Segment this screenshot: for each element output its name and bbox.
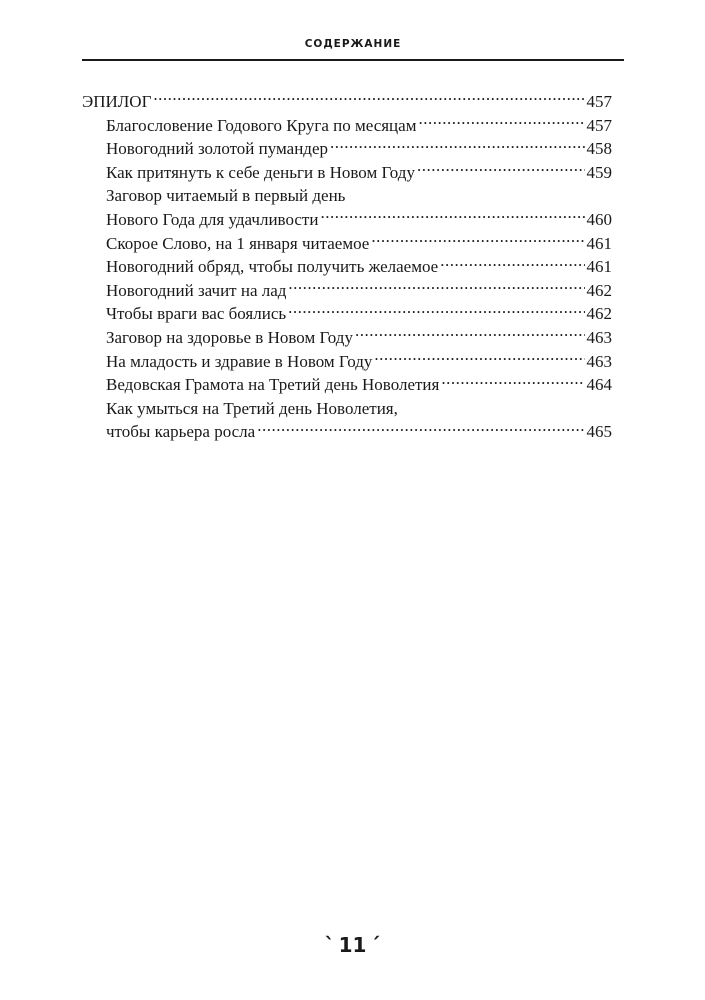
- toc-entry[interactable]: [82, 137, 612, 161]
- toc-entry[interactable]: [82, 279, 612, 303]
- toc-entry-page: 461: [586, 257, 612, 277]
- toc-entry-title: Новогодний зачит на лад: [106, 280, 287, 300]
- toc-entry-title: Скорое Слово, на 1 января читаемое: [106, 233, 370, 253]
- toc-dot-leader: [330, 137, 585, 154]
- toc-entry-page: 457: [586, 92, 612, 111]
- toc-dot-leader: [440, 255, 584, 272]
- page-number-tick-left: `: [324, 933, 335, 957]
- toc-entry[interactable]: [82, 302, 612, 326]
- toc-entry-page: 463: [586, 351, 612, 371]
- toc-dot-leader: [288, 279, 584, 296]
- toc-entry-page: 465: [586, 422, 612, 442]
- toc-entry[interactable]: [82, 114, 612, 138]
- toc-dot-leader: [355, 326, 585, 343]
- toc-entry-page: 461: [586, 233, 612, 253]
- toc-entry-page: 460: [586, 209, 612, 229]
- toc-entry[interactable]: [82, 161, 612, 185]
- toc-entry-page: 463: [586, 327, 612, 347]
- toc-entry-title-first-line[interactable]: [82, 184, 612, 208]
- toc-dot-leader: [257, 420, 584, 437]
- toc-entry-title: На младость и здравие в Новом Году: [106, 351, 373, 371]
- toc-entry-title: Заговор читаемый в первый день: [106, 186, 346, 206]
- toc-dot-leader: [288, 302, 584, 319]
- toc-entry[interactable]: [82, 326, 612, 350]
- toc-entry[interactable]: [82, 373, 612, 397]
- toc-dot-leader: [441, 373, 584, 390]
- toc-entry[interactable]: [82, 350, 612, 374]
- toc-dot-leader: [153, 90, 584, 107]
- toc-entry-title: Как притянуть к себе деньги в Новом Году: [106, 162, 415, 182]
- toc-entry-page: 457: [586, 115, 612, 135]
- toc-entry-title: чтобы карьера росла: [106, 422, 256, 442]
- toc-entry-page: 462: [586, 280, 612, 300]
- toc-entry[interactable]: [82, 208, 612, 232]
- toc-entry-title-first-line[interactable]: [82, 397, 612, 421]
- page-number-value: 11: [338, 933, 367, 957]
- toc-entry-title: Ведовская Грамота на Третий день Новолетия: [106, 375, 440, 395]
- toc-entry-title: Чтобы враги вас боялись: [106, 304, 287, 324]
- toc-entry-page: 464: [586, 375, 612, 395]
- toc-entry-title: Благословение Годового Круга по месяцам: [106, 115, 417, 135]
- toc-entry-epilog[interactable]: [82, 90, 612, 114]
- toc-entry-page: 462: [586, 304, 612, 324]
- toc-entry-page: 459: [586, 162, 612, 182]
- page-number-tick-right: ´: [370, 933, 381, 957]
- toc-entry-page: 458: [586, 139, 612, 159]
- running-header: СОДЕРЖАНИЕ: [304, 38, 402, 50]
- toc-dot-leader: [371, 232, 584, 249]
- toc-entry-title: Новогодний золотой пумандер: [106, 139, 328, 159]
- header-rule: [82, 59, 624, 61]
- toc-entry-title: Нового Года для удачливости: [106, 209, 319, 229]
- toc-entry-title: Заговор на здоровье в Новом Году: [106, 327, 353, 347]
- toc-entry-title: Как умыться на Третий день Новолетия,: [106, 398, 398, 418]
- toc-dot-leader: [320, 208, 584, 225]
- toc-dot-leader: [417, 161, 585, 178]
- toc-dot-leader: [374, 350, 584, 367]
- toc-entry[interactable]: [82, 255, 612, 279]
- toc-entry[interactable]: [82, 420, 612, 444]
- page-number: [0, 933, 705, 957]
- toc-dot-leader: [418, 114, 584, 131]
- toc-entry[interactable]: [82, 232, 612, 256]
- toc-entry-title: ЭПИЛОГ: [82, 92, 152, 111]
- toc-entry-title: Новогодний обряд, чтобы получить желаемое: [106, 257, 439, 277]
- table-of-contents: [82, 90, 612, 444]
